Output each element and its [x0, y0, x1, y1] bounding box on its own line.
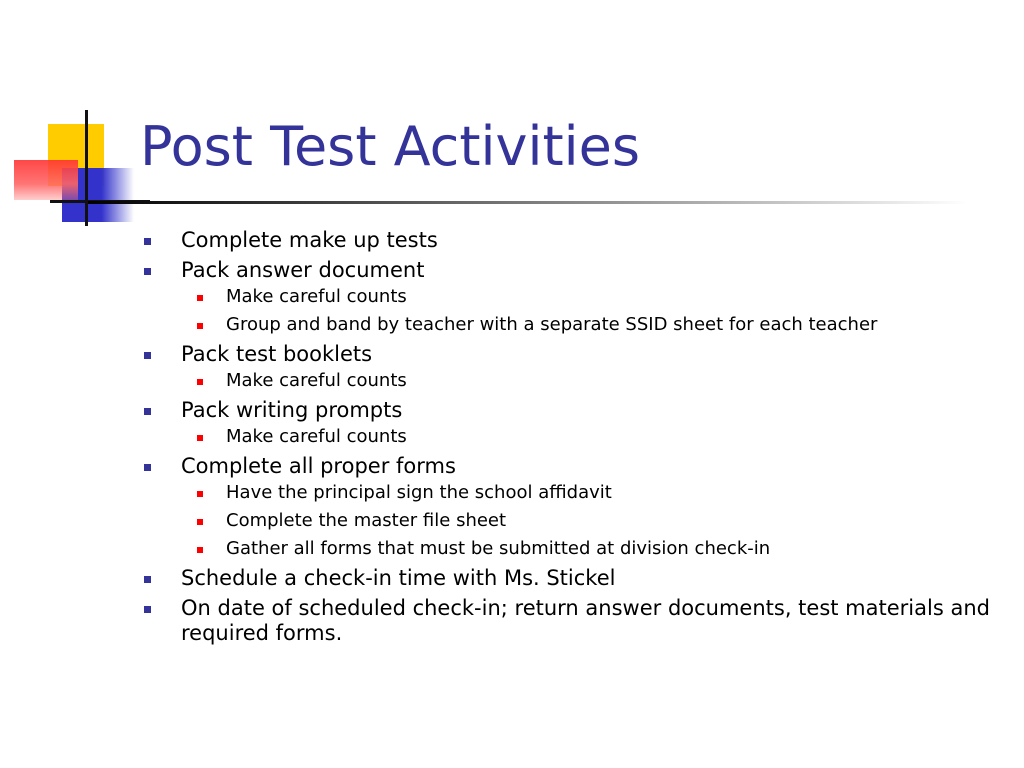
square-bullet-icon	[144, 408, 151, 415]
sub-bullet-text: Make careful counts	[226, 286, 407, 307]
corner-ornament	[0, 0, 140, 240]
vertical-line-decoration	[85, 110, 88, 226]
sub-bullet-item	[181, 286, 1000, 308]
sub-bullet-text: Group and band by teacher with a separate SSID sheet for each teacher	[226, 314, 878, 335]
sub-bullet-text: Make careful counts	[226, 370, 407, 391]
sub-bullet-item	[181, 314, 1000, 336]
slide-title: Post Test Activities	[140, 115, 641, 178]
sub-bullet-list	[181, 426, 1000, 448]
bullet-text: Pack test booklets	[181, 342, 373, 366]
bullet-item	[140, 342, 1000, 392]
sub-bullet-text: Complete the master file sheet	[226, 510, 507, 531]
sub-bullet-list	[181, 286, 1000, 336]
bullet-text: Complete make up tests	[181, 228, 438, 252]
square-bullet-icon	[144, 238, 151, 245]
slide-body	[140, 228, 1000, 651]
sub-bullet-text: Gather all forms that must be submitted at division check-in	[226, 538, 771, 559]
bullet-list	[140, 228, 1000, 646]
bullet-text: Pack writing prompts	[181, 398, 403, 422]
bullet-item	[140, 398, 1000, 448]
bullet-text: Pack answer document	[181, 258, 425, 282]
bullet-item	[140, 454, 1000, 560]
sub-bullet-text: Make careful counts	[226, 426, 407, 447]
red-square-decoration	[14, 160, 78, 200]
bullet-text: On date of scheduled check-in; return answer documents, test materials and required forms.	[181, 596, 990, 645]
red-square-bullet-icon	[197, 295, 203, 301]
bullet-item	[140, 566, 1000, 591]
sub-bullet-item	[181, 510, 1000, 532]
square-bullet-icon	[144, 606, 151, 613]
square-bullet-icon	[144, 464, 151, 471]
sub-bullet-text: Have the principal sign the school affidavit	[226, 482, 612, 503]
square-bullet-icon	[144, 268, 151, 275]
sub-bullet-item	[181, 538, 1000, 560]
red-square-bullet-icon	[197, 379, 203, 385]
red-square-bullet-icon	[197, 519, 203, 525]
red-square-bullet-icon	[197, 491, 203, 497]
red-square-bullet-icon	[197, 323, 203, 329]
bullet-text: Schedule a check-in time with Ms. Stickel	[181, 566, 616, 590]
square-bullet-icon	[144, 352, 151, 359]
sub-bullet-item	[181, 426, 1000, 448]
red-square-bullet-icon	[197, 435, 203, 441]
bullet-item	[140, 258, 1000, 336]
bullet-item	[140, 596, 1000, 646]
red-square-bullet-icon	[197, 547, 203, 553]
bullet-item	[140, 228, 1000, 253]
sub-bullet-item	[181, 370, 1000, 392]
sub-bullet-list	[181, 370, 1000, 392]
title-underline-rule	[88, 201, 968, 204]
bullet-text: Complete all proper forms	[181, 454, 456, 478]
sub-bullet-list	[181, 482, 1000, 560]
sub-bullet-item	[181, 482, 1000, 504]
square-bullet-icon	[144, 576, 151, 583]
